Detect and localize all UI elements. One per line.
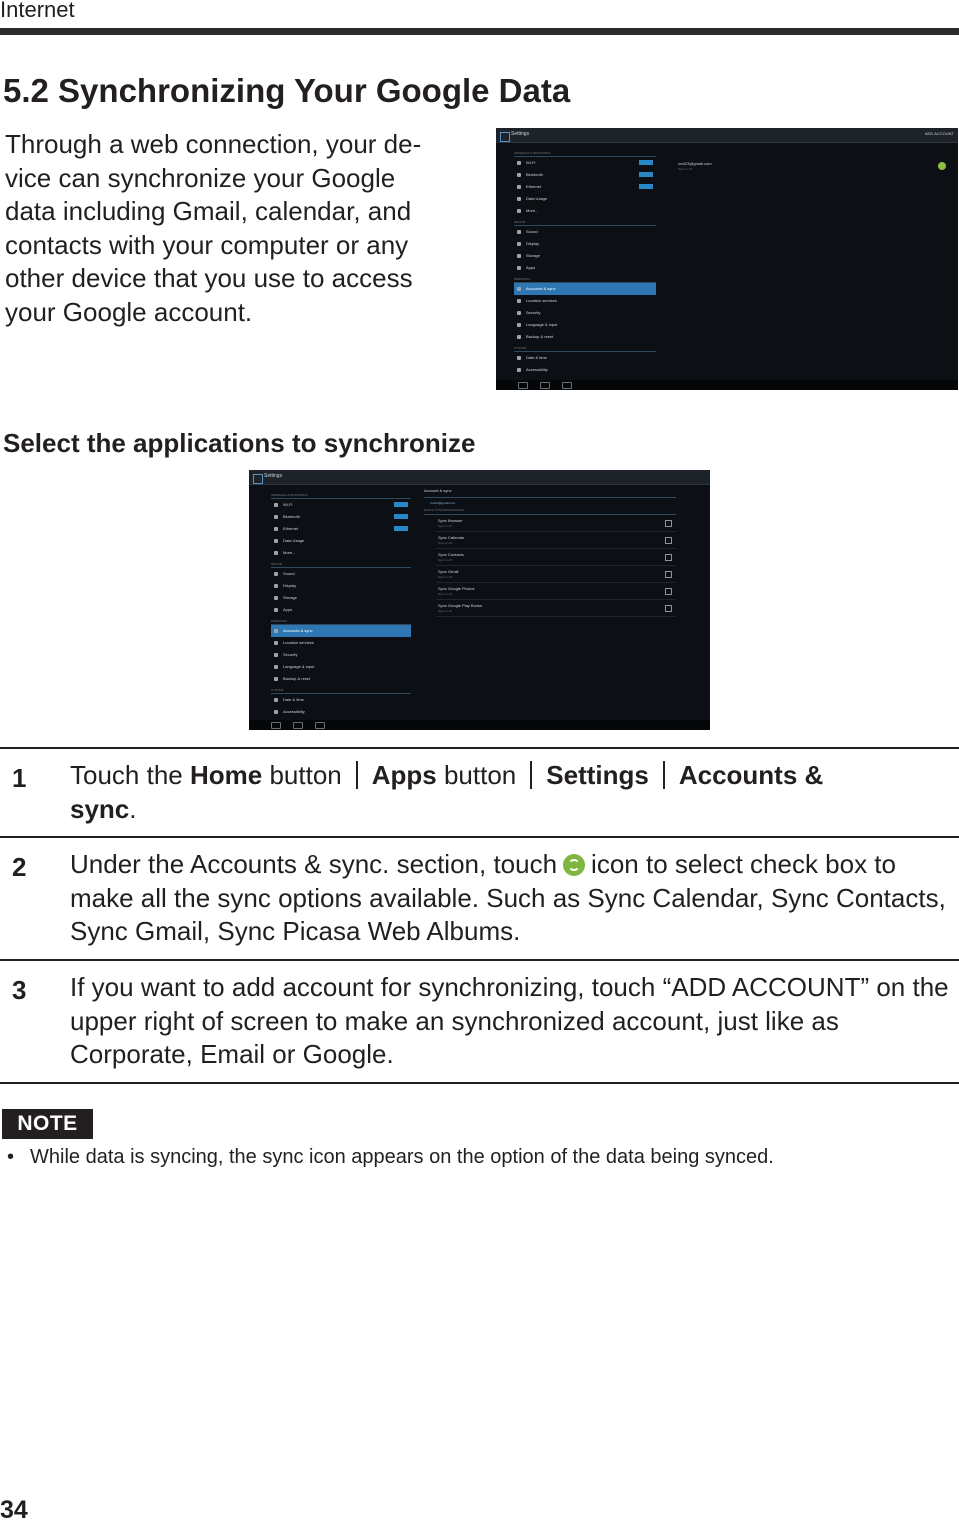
add-account-button[interactable]: ADD ACCOUNT <box>924 131 954 136</box>
intro-line: other device that you use to access <box>5 263 413 294</box>
sync-option-label: Sync Browser <box>438 518 463 523</box>
sidebar-item[interactable] <box>514 295 656 307</box>
separator <box>530 761 532 789</box>
settings-sidebar <box>514 148 656 388</box>
settings-screenshot-accounts <box>496 128 958 390</box>
recent-apps-icon[interactable] <box>315 722 325 729</box>
data-sync-section: DATA & SYNCHRONIZATION <box>424 508 676 515</box>
sidebar-item[interactable] <box>514 157 656 169</box>
settings-sidebar <box>271 490 411 730</box>
sidebar-item-label: Date & time <box>526 355 547 360</box>
sidebar-item-label: Location services <box>526 298 557 303</box>
pane-header: Account & sync <box>424 488 676 498</box>
sidebar-item-label: Display <box>526 241 540 246</box>
sidebar-item[interactable] <box>271 547 411 559</box>
step-text-part: . <box>129 793 137 824</box>
sync-option-row[interactable] <box>436 600 676 617</box>
sidebar-item-label: Location services <box>283 640 314 645</box>
sidebar-item-label: WIRELESS & NETWORKS <box>514 151 551 155</box>
sidebar-item-label: Wi-Fi <box>283 502 293 507</box>
separator <box>663 761 665 789</box>
sidebar-item-label: Bluetooth <box>283 514 300 519</box>
sidebar-item-label: Storage <box>283 595 298 600</box>
intro-line: vice can synchronize your Google <box>5 162 396 193</box>
intro-line: your Google account. <box>5 296 253 327</box>
sync-option-status: Sync is off <box>438 575 452 579</box>
settings-screenshot-sync <box>249 470 710 730</box>
sidebar-item-label: Security <box>283 652 298 657</box>
sidebar-item[interactable] <box>271 511 411 523</box>
sync-option-row[interactable] <box>436 549 676 566</box>
sync-icon <box>563 854 585 876</box>
sidebar-section-header <box>271 616 411 625</box>
sync-icon[interactable] <box>938 162 946 170</box>
step-text-part: Under the Accounts & sync. section, touch <box>70 849 558 880</box>
toggle-switch[interactable] <box>639 160 653 165</box>
sidebar-item-label: Wi-Fi <box>526 160 536 165</box>
sync-option-row[interactable] <box>436 566 676 583</box>
sidebar-item[interactable] <box>271 499 411 511</box>
toggle-switch[interactable] <box>639 172 653 177</box>
sync-checkbox[interactable] <box>665 605 672 612</box>
sidebar-item-label: Accounts & sync <box>526 286 556 291</box>
sidebar-item[interactable] <box>514 331 656 343</box>
account-email: xxxl23@gmail.com <box>430 501 456 505</box>
sidebar-item-label: Apps <box>283 607 293 612</box>
sidebar-item-label: Language & input <box>283 664 315 669</box>
accounts-pane <box>668 158 950 174</box>
sync-checkbox[interactable] <box>665 571 672 578</box>
sidebar-item[interactable] <box>514 181 656 193</box>
running-header: Internet <box>0 0 75 22</box>
system-navigation-bar <box>249 720 710 730</box>
step-2 <box>0 836 959 959</box>
sidebar-item[interactable] <box>271 637 411 649</box>
sync-option-row[interactable] <box>436 532 676 549</box>
back-icon[interactable] <box>518 382 528 389</box>
sidebar-section-header <box>271 490 411 499</box>
sync-option-label: Sync Google Photos <box>438 586 475 591</box>
sync-option-status: Sync is off <box>438 592 452 596</box>
sidebar-item-label: More... <box>283 550 296 555</box>
sidebar-item[interactable] <box>514 193 656 205</box>
sidebar-item[interactable] <box>514 262 656 274</box>
sidebar-item[interactable] <box>271 568 411 580</box>
screenshot-titlebar <box>249 470 710 485</box>
toggle-switch[interactable] <box>394 514 408 519</box>
sync-option-status: Sync is off <box>438 558 452 562</box>
account-status: Sync is off <box>678 167 692 171</box>
sidebar-item-label: PERSONAL <box>514 277 531 281</box>
system-navigation-bar <box>496 380 958 390</box>
note-body: While data is syncing, the sync icon appears on the option of the data being synced. <box>30 1146 774 1168</box>
sync-option-row[interactable] <box>436 515 676 532</box>
sync-checkbox[interactable] <box>665 588 672 595</box>
sidebar-item-label: Security <box>526 310 541 315</box>
accounts-label: Accounts & <box>678 760 824 790</box>
sidebar-item-label: Language & input <box>526 322 558 327</box>
sidebar-item-label: Display <box>283 583 297 588</box>
sidebar-item[interactable] <box>271 535 411 547</box>
step-text-part: button <box>436 760 517 790</box>
step-text-part: icon to select check box to make all the sync options available. Such as Sync Calendar, Sync Contacts, Sync Gmail, Sync Picasa Web Albums. <box>70 849 946 947</box>
sidebar-item-label: Accounts & sync <box>283 628 313 633</box>
sidebar-item-label: DEVICE <box>271 562 283 566</box>
sidebar-item-label: Data Usage <box>526 196 548 201</box>
sidebar-item[interactable] <box>514 307 656 319</box>
sync-option-row[interactable] <box>436 583 676 600</box>
sidebar-section-header <box>271 685 411 694</box>
sidebar-section-header <box>514 274 656 283</box>
sidebar-section-header <box>514 217 656 226</box>
sync-option-label: Sync Contacts <box>438 552 464 557</box>
sync-option-label: Sync Google Play Books <box>438 603 483 608</box>
sidebar-item-label: Data Usage <box>283 538 305 543</box>
step-1 <box>0 747 959 836</box>
sync-checkbox[interactable] <box>665 520 672 527</box>
intro-line: data including Gmail, calendar, and <box>5 196 412 227</box>
home-icon[interactable] <box>293 722 303 729</box>
steps-table <box>0 747 959 1084</box>
sidebar-item-label: Apps <box>526 265 536 270</box>
sidebar-item[interactable] <box>271 673 411 685</box>
sidebar-item-label: Date & time <box>283 697 304 702</box>
sidebar-item[interactable] <box>271 649 411 661</box>
home-icon[interactable] <box>540 382 550 389</box>
sidebar-item-label: More... <box>526 208 539 213</box>
bullet: • <box>7 1146 15 1168</box>
sidebar-item-label: Ethernet <box>526 184 542 189</box>
recent-apps-icon[interactable] <box>562 382 572 389</box>
sync-option-label: Sync Calendar <box>438 535 465 540</box>
sidebar-item-label: Accessibility <box>526 367 548 372</box>
sidebar-item[interactable] <box>271 580 411 592</box>
back-icon[interactable] <box>271 722 281 729</box>
sidebar-item[interactable] <box>271 706 411 718</box>
sync-option-status: Sync is off <box>438 524 452 528</box>
step-text-part: Touch the <box>70 760 190 790</box>
subheading: Select the applications to synchronize <box>3 428 476 458</box>
sidebar-item-label: Sound <box>283 571 295 576</box>
intro-line: Through a web connection, your de- <box>5 129 422 159</box>
sidebar-item-label: WIRELESS & NETWORKS <box>271 493 308 497</box>
sidebar-item-label: Accessibility <box>283 709 305 714</box>
screenshot-title: Settings <box>264 473 283 479</box>
sync-list <box>424 515 676 617</box>
toggle-switch[interactable] <box>639 184 653 189</box>
account-email: xxxl23@gmail.com <box>678 161 712 166</box>
settings-label: Settings <box>546 760 649 790</box>
sidebar-item[interactable] <box>271 604 411 616</box>
sidebar-item[interactable] <box>514 238 656 250</box>
sidebar-item-label: Sound <box>526 229 538 234</box>
sidebar-item[interactable] <box>514 250 656 262</box>
separator <box>356 761 358 789</box>
sidebar-item-label: Storage <box>526 253 541 258</box>
sidebar-item[interactable] <box>514 205 656 217</box>
sync-pane <box>424 488 676 617</box>
step-number: 3 <box>12 974 27 1005</box>
sync-option-status: Sync is off <box>438 541 452 545</box>
sidebar-item[interactable] <box>271 694 411 706</box>
apps-label: Apps <box>371 760 437 790</box>
toggle-switch[interactable] <box>394 526 408 531</box>
step-text: If you want to add account for synchronizing, touch “ADD ACCOUNT” on the upper right of screen to make an synchronized account, just like as Corporate, Email or Google. <box>70 971 949 1070</box>
toggle-switch[interactable] <box>394 502 408 507</box>
sidebar-item-label: SYSTEM <box>271 688 284 692</box>
note-text <box>7 1146 774 1169</box>
sidebar-item[interactable] <box>514 226 656 238</box>
sync-checkbox[interactable] <box>665 554 672 561</box>
step-text <box>70 749 955 836</box>
home-label: Home <box>189 760 263 790</box>
step-number: 1 <box>12 763 27 793</box>
sidebar-item[interactable] <box>271 592 411 604</box>
section-title: 5.2 Synchronizing Your Google Data <box>3 72 571 109</box>
sidebar-item[interactable] <box>271 661 411 673</box>
sidebar-item[interactable] <box>514 364 656 376</box>
sidebar-item-label: SYSTEM <box>514 346 527 350</box>
sidebar-item-label: Backup & reset <box>283 676 311 681</box>
note-badge: NOTE <box>2 1109 93 1139</box>
screenshot-titlebar <box>496 128 958 143</box>
sidebar-section-header <box>514 148 656 157</box>
sidebar-item-label: Bluetooth <box>526 172 543 177</box>
sidebar-item[interactable] <box>271 523 411 535</box>
header-rule <box>0 28 959 35</box>
sidebar-section-header <box>271 559 411 568</box>
sidebar-item[interactable] <box>514 283 656 295</box>
intro-paragraph <box>5 128 475 330</box>
settings-icon <box>500 132 510 142</box>
step-number: 2 <box>12 852 27 883</box>
sync-option-label: Sync Gmail <box>438 569 459 574</box>
sync-checkbox[interactable] <box>665 537 672 544</box>
screenshot-title: Settings <box>511 131 530 137</box>
page-number: 34 <box>0 1496 28 1524</box>
sidebar-item-label: DEVICE <box>514 220 526 224</box>
sidebar-item[interactable] <box>514 319 656 331</box>
sidebar-item[interactable] <box>514 169 656 181</box>
sidebar-item-label: PERSONAL <box>271 619 288 623</box>
sidebar-item-label: Ethernet <box>283 526 299 531</box>
sidebar-section-header <box>514 343 656 352</box>
account-row[interactable] <box>668 158 950 174</box>
step-text <box>70 838 955 959</box>
intro-line: contacts with your computer or any <box>5 229 409 260</box>
step-text-part: button <box>262 760 342 790</box>
sidebar-item-label: Backup & reset <box>526 334 554 339</box>
sidebar-item[interactable] <box>514 352 656 364</box>
settings-icon <box>253 474 263 484</box>
sync-label: sync <box>70 793 130 824</box>
sync-option-status: Sync is off <box>438 609 452 613</box>
step-3 <box>0 959 959 1084</box>
sidebar-item[interactable] <box>271 625 411 637</box>
